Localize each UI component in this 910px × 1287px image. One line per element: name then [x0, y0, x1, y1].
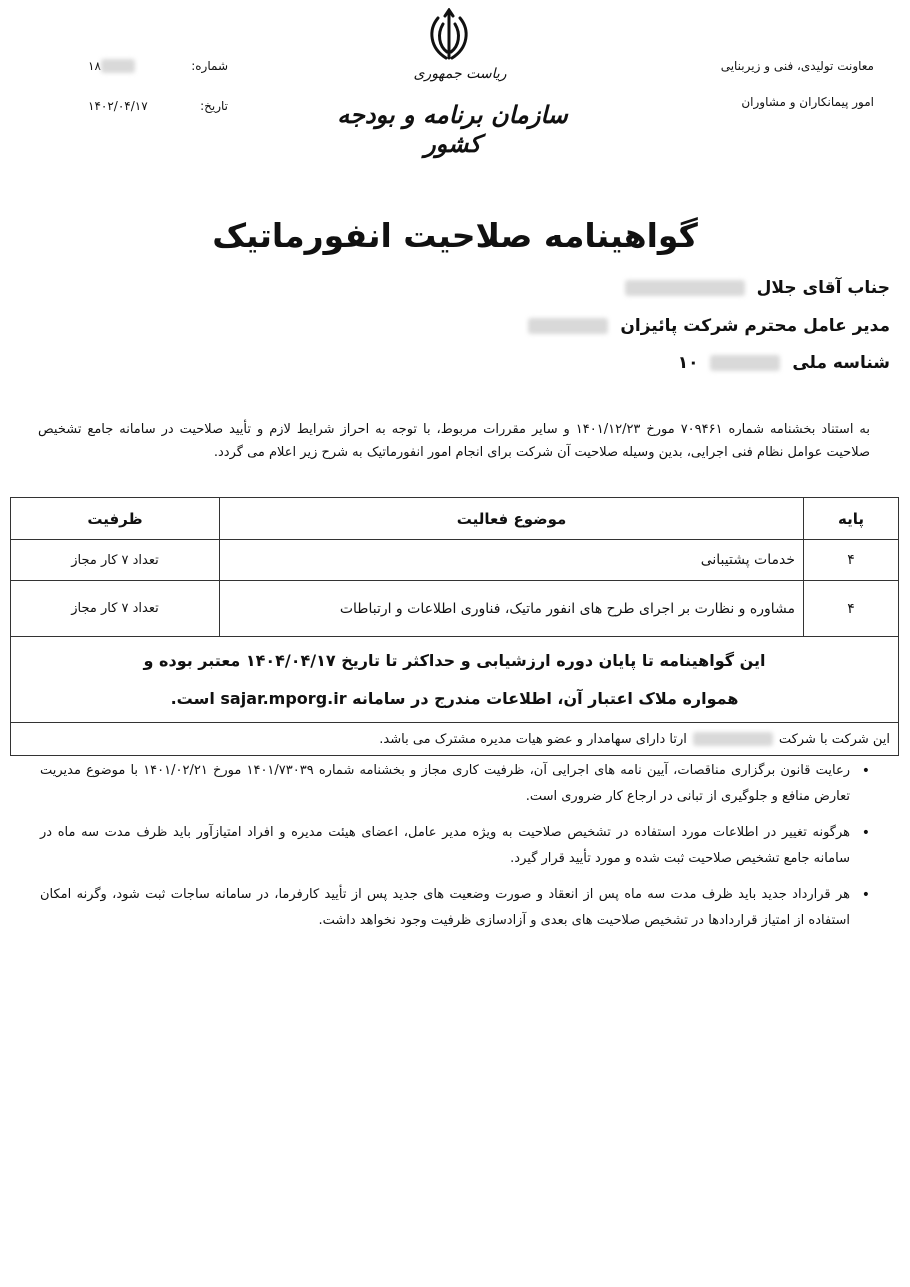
date-row	[88, 86, 228, 126]
number-value: ۱۸	[88, 59, 135, 74]
table-row	[11, 581, 898, 637]
shared-ownership-note: این شرکت با شرکت ارتا دارای سهامدار و عضو هیات مدیره مشترک می باشد.	[379, 731, 890, 747]
row-grade: ۴	[803, 540, 898, 580]
header-capacity: ظرفیت	[87, 509, 143, 528]
validity-statement	[11, 637, 898, 722]
row-grade: ۴	[803, 581, 898, 636]
intro-paragraph: به استناد بخشنامه شماره ۷۰۹۴۶۱ مورخ ۱۴۰۱/۱۲/۲۳ و سایر مقررات مربوط، با توجه به احراز شرایط لازم و تأیید صلاحیت در سامانه جامع تشخیص صلاحیت عوامل نظام فنی اجرایی، بدین وسیله صلاحیت آن شرکت برای انجام امور انفورماتیک به شرح زیر اعلام می گردد.	[38, 422, 870, 460]
department-line-1: معاونت تولیدی، فنی و زیربنایی	[720, 59, 874, 73]
list-item: • هر قرارداد جدید باید ظرف مدت سه ماه پس از انعقاد و صورت وضعیت های جدید پس از تأیید کارفرما، در سامانه ساجات ثبت شود، وگرنه امکان استفاده از امتیاز قراردادها در تشخیص صلاحیت های بعدی و آزادسازی ظرفیت وجود نخواهد داشت.	[40, 882, 870, 934]
date-value: ۱۴۰۲/۰۴/۱۷	[88, 99, 148, 113]
department-line-2: امور پیمانکاران و مشاوران	[741, 95, 874, 109]
validity-line-2: همواره ملاک اعتبار آن، اطلاعات مندرج در سامانه sajar.mporg.ir است.	[170, 688, 739, 708]
redacted-company-suffix	[528, 318, 608, 334]
number-label: شماره:	[191, 59, 228, 73]
national-id: شناسه ملی ۱۰	[677, 353, 890, 373]
date-label: تاریخ:	[200, 99, 228, 113]
row-capacity: تعداد ۷ کار مجاز	[71, 552, 159, 568]
addressee-name: جناب آقای جلال	[290, 278, 890, 298]
redacted-id	[710, 355, 780, 371]
bullet-icon: •	[861, 763, 870, 779]
redacted-surname	[625, 280, 745, 296]
letter-meta	[88, 46, 228, 126]
validity-line-1: این گواهینامه تا پایان دوره ارزشیابی و حداکثر تا تاریخ ۱۴۰۴/۰۴/۱۷ معتبر بوده و	[143, 650, 766, 670]
row-capacity: تعداد ۷ کار مجاز	[71, 601, 159, 616]
qualification-table	[10, 497, 899, 756]
table-header-row	[11, 498, 898, 540]
department-header	[654, 48, 874, 120]
redacted-company	[693, 732, 773, 746]
header-grade: پایه	[803, 498, 898, 539]
validity-row	[11, 637, 898, 723]
certificate-title: گواهینامه صلاحیت انفورماتیک	[212, 216, 698, 255]
list-item: • هرگونه تغییر در اطلاعات مورد استفاده در تشخیص صلاحیت به ویژه مدیر عامل، اعضای هیئت مدیره و افراد امتیازآور باید ظرف مدت سه ماه در سامانه جامع تشخیص صلاحیت ثبت شده و مورد تأیید قرار گیرد.	[40, 820, 870, 872]
addressee-company: مدیر عامل محترم شرکت پائیزان	[290, 316, 890, 336]
bullet-icon: •	[861, 825, 870, 841]
list-item: • رعایت قانون برگزاری مناقصات، آیین نامه های اجرایی آن، ظرفیت کاری مجاز و بخشنامه شماره ۱۴۰۱/۷۳۰۳۹ مورخ ۱۴۰۱/۰۲/۲۱ با موضوع مدیریت تعارض منافع و جلوگیری از تبانی در ارجاع کار ضروری است.	[40, 758, 870, 810]
bullet-icon: •	[861, 887, 870, 903]
table-row	[11, 540, 898, 581]
row-activity: خدمات پشتیبانی	[219, 540, 803, 580]
iran-emblem-icon	[424, 8, 474, 66]
row-activity: مشاوره و نظارت بر اجرای طرح های انفور ماتیک، فناوری اطلاعات و ارتباطات	[219, 581, 803, 636]
redacted-number	[101, 59, 135, 73]
conditions-list	[40, 758, 870, 944]
presidency-label: ریاست جمهوری	[413, 66, 507, 82]
number-row	[88, 46, 228, 86]
shared-ownership-row	[11, 723, 898, 755]
organization-name: سازمان برنامه و بودجه کشور	[337, 100, 568, 158]
header-activity: موضوع فعالیت	[219, 498, 803, 539]
